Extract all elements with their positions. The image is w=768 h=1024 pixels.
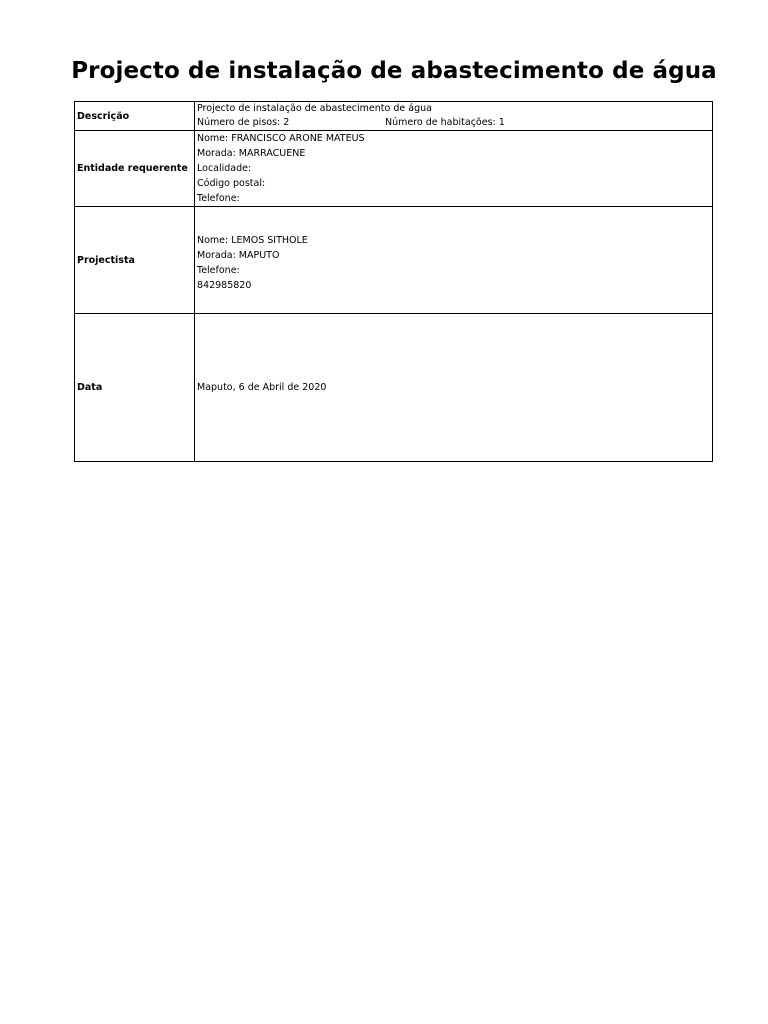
descricao-value [195,102,713,131]
data-row [75,314,713,462]
numero-pisos: Número de pisos: 2 [197,117,290,128]
descricao-counts [197,116,712,130]
descricao-line: Projecto de instalação de abastecimento de água [197,103,432,114]
entidade-localidade: Localidade: [197,163,252,174]
projectista-morada: Morada: MAPUTO [197,250,280,261]
entidade-label: Entidade requerente [75,131,195,207]
entidade-codigo-postal: Código postal: [197,178,266,189]
descricao-label: Descrição [75,102,195,131]
projectista-nome: Nome: LEMOS SITHOLE [197,235,308,246]
project-info-table [74,101,713,462]
entidade-row [75,131,713,207]
projectista-numero: 842985820 [197,280,252,291]
projectista-value [195,207,713,314]
entidade-value [195,131,713,207]
entidade-telefone: Telefone: [197,193,240,204]
data-label: Data [75,314,195,462]
projectista-row [75,207,713,314]
entidade-morada: Morada: MARRACUENE [197,148,306,159]
numero-habitacoes: Número de habitações: 1 [385,117,505,128]
projectista-telefone: Telefone: [197,265,240,276]
projectista-details [197,227,712,293]
data-value: Maputo, 6 de Abril de 2020 [195,314,713,462]
projectista-label: Projectista [75,207,195,314]
entidade-nome: Nome: FRANCISCO ARONE MATEUS [197,133,365,144]
descricao-row [75,102,713,131]
page-title: Projecto de instalação de abastecimento de água [71,58,717,84]
